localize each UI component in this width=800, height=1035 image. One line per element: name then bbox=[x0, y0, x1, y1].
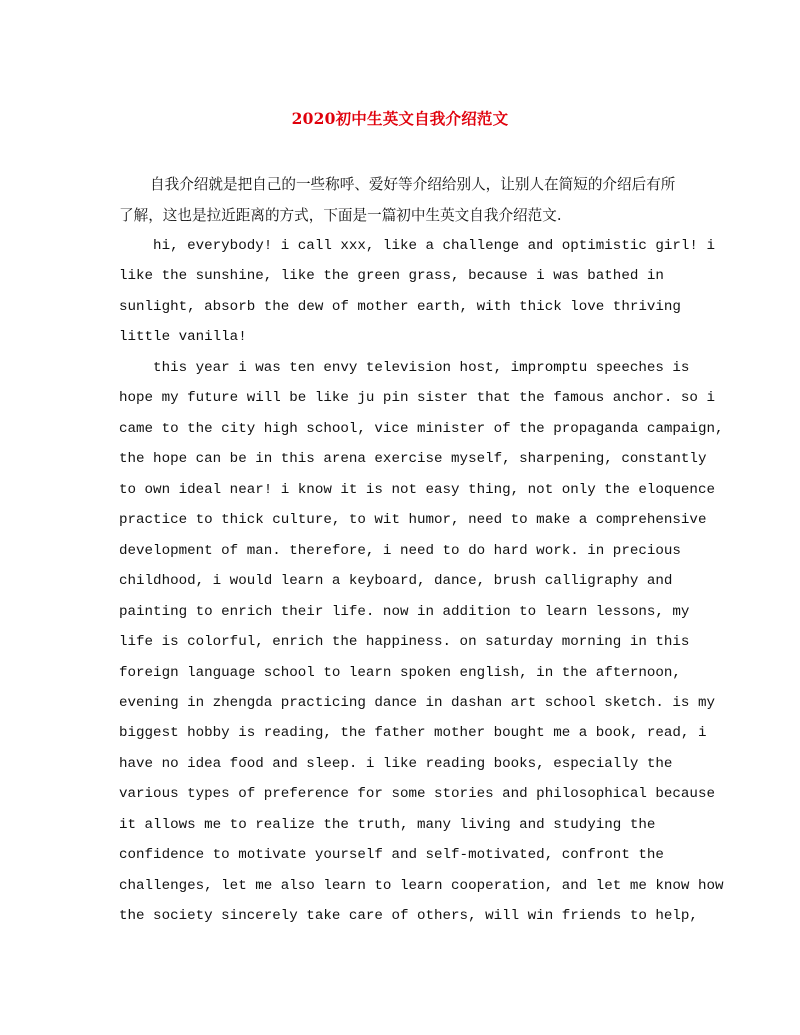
intro-paragraph: 自我介绍就是把自己的一些称呼、爱好等介绍给别人，让别人在简短的介绍后有所了解，这也是拉近距离的方式，下面是一篇初中生英文自我介绍范文. bbox=[119, 176, 676, 224]
text-line: painting to enrich their life. now in addition to learn lessons, my bbox=[119, 603, 690, 620]
text-line: childhood, i would learn a keyboard, dance, brush calligraphy and bbox=[119, 573, 673, 590]
text-line: it allows me to realize the truth, many living and studying the bbox=[119, 816, 656, 833]
text-line: development of man. therefore, i need to do hard work. in precious bbox=[119, 542, 681, 559]
text-line: to own ideal near! i know it is not easy thing, not only the eloquence bbox=[119, 481, 715, 498]
document-title: 2020初中生英文自我介绍范文 bbox=[291, 109, 509, 128]
text-line: hi, everybody! i call xxx, like a challenge and optimistic girl! i bbox=[119, 238, 715, 254]
text-line: confidence to motivate yourself and self-motivated, confront the bbox=[119, 847, 664, 864]
text-line: evening in zhengda practicing dance in dashan art school sketch. is my bbox=[119, 694, 715, 711]
paragraph-2 bbox=[119, 353, 724, 932]
text-line: practice to thick culture, to wit humor, need to make a comprehensive bbox=[119, 512, 707, 529]
text-line: foreign language school to learn spoken english, in the afternoon, bbox=[119, 664, 681, 681]
text-line: this year i was ten envy television host, impromptu speeches is bbox=[119, 360, 690, 376]
text-line: have no idea food and sleep. i like reading books, especially the bbox=[119, 755, 673, 772]
text-line: little vanilla! bbox=[119, 329, 247, 346]
paragraph-1 bbox=[119, 231, 715, 353]
text-line: the society sincerely take care of others, will win friends to help, bbox=[119, 908, 698, 925]
text-line: the hope can be in this arena exercise myself, sharpening, constantly bbox=[119, 451, 707, 468]
text-line: hope my future will be like ju pin sister that the famous anchor. so i bbox=[119, 390, 715, 407]
text-line: sunlight, absorb the dew of mother earth, with thick love thriving bbox=[119, 298, 681, 315]
text-line: biggest hobby is reading, the father mother bought me a book, read, i bbox=[119, 725, 707, 742]
text-line: various types of preference for some stories and philosophical because bbox=[119, 786, 715, 803]
text-line: challenges, let me also learn to learn cooperation, and let me know how bbox=[119, 877, 724, 894]
text-line: life is colorful, enrich the happiness. on saturday morning in this bbox=[119, 634, 690, 651]
text-line: came to the city high school, vice minister of the propaganda campaign, bbox=[119, 420, 724, 437]
text-line: like the sunshine, like the green grass, because i was bathed in bbox=[119, 268, 664, 285]
